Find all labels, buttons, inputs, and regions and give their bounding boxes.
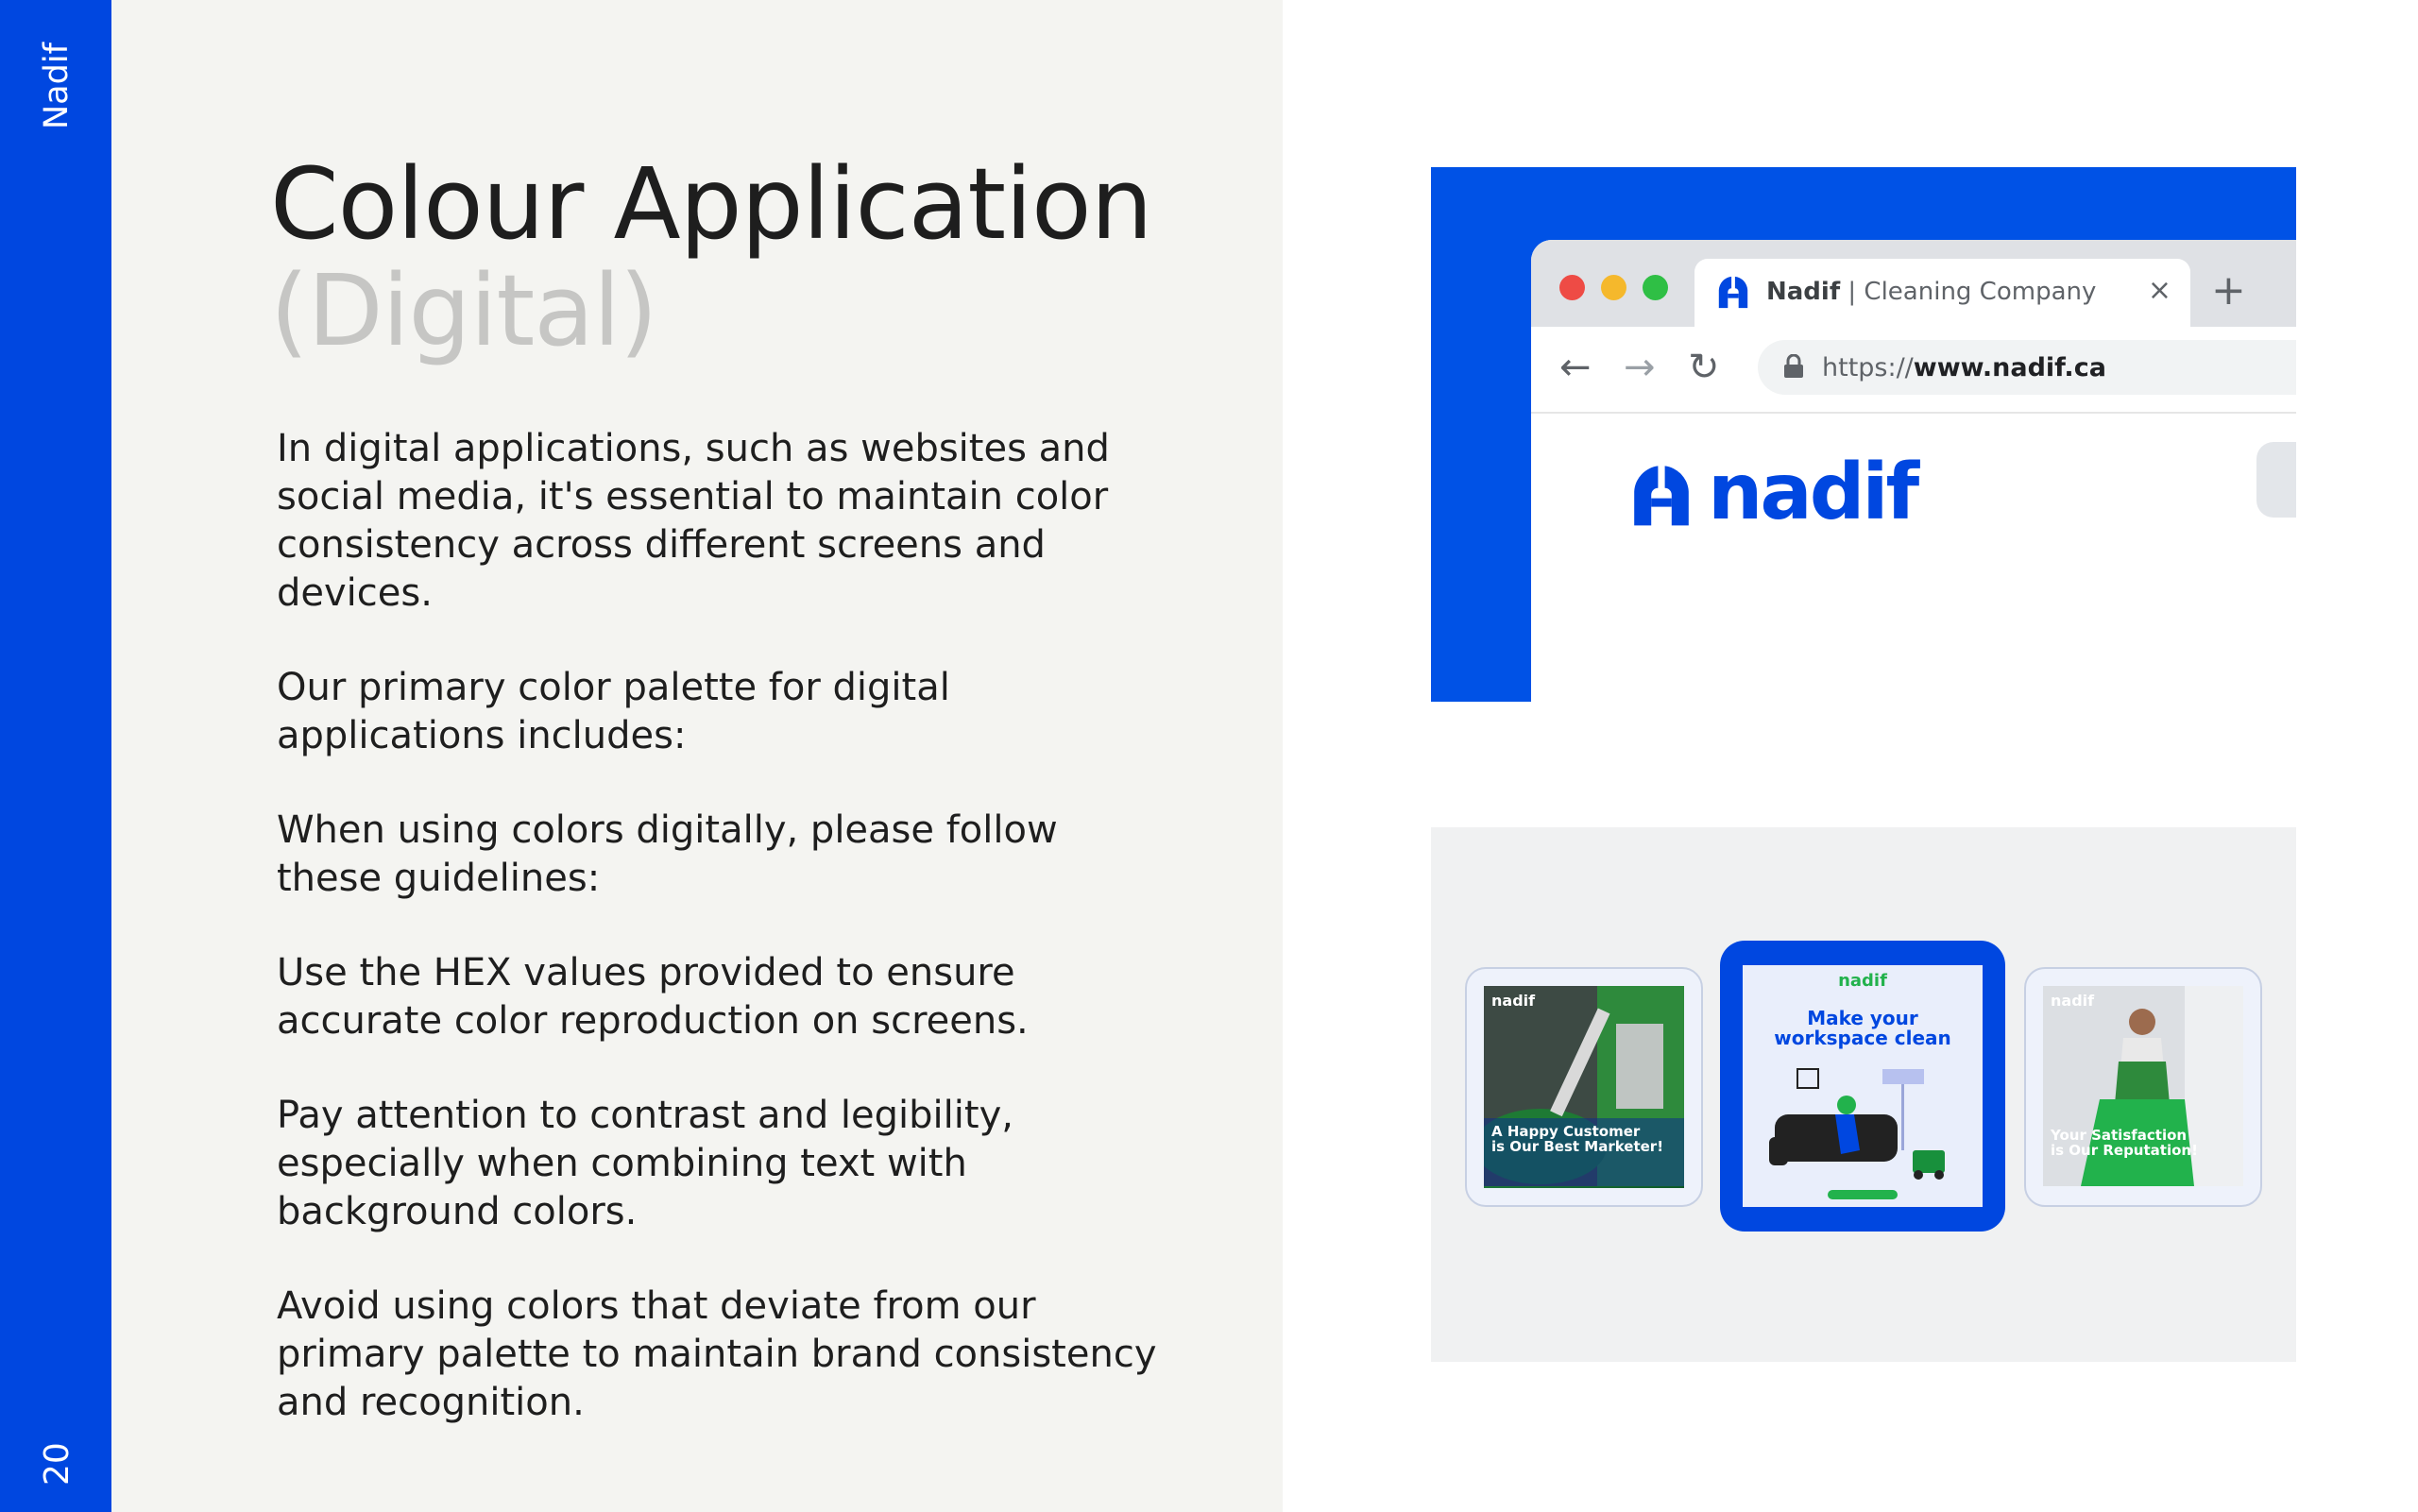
url-host: www.nadif.ca <box>1913 353 2106 382</box>
forward-arrow-icon[interactable]: → <box>1624 346 1656 389</box>
nadif-logo-icon <box>1715 274 1751 310</box>
site-logo-wordmark: nadif <box>1708 448 1917 537</box>
caption-line: is Our Best Marketer! <box>1491 1138 1664 1155</box>
post-photo <box>2043 986 2243 1188</box>
caption-line: is Our Reputation! <box>2051 1142 2198 1159</box>
minimize-window-dot[interactable] <box>1601 275 1626 300</box>
tab-title-brand: Nadif <box>1766 278 1841 306</box>
sidebar <box>0 0 111 1512</box>
close-tab-icon[interactable]: × <box>2147 274 2171 307</box>
tab-title-suffix: | Cleaning Company <box>1840 278 2097 306</box>
body-text <box>277 425 1174 1473</box>
browser-window <box>1531 240 2296 702</box>
post-caption <box>2051 1128 2198 1158</box>
headline-line: workspace clean <box>1774 1027 1951 1049</box>
sidebar-brand: Nadif <box>38 42 76 129</box>
paragraph: Our primary color palette for digital applications includes: <box>277 666 950 757</box>
close-window-dot[interactable] <box>1559 275 1585 300</box>
caption-line: Your Satisfaction <box>2051 1127 2188 1144</box>
paragraph: In digital applications, such as websites and social media, it's essential to maintain color consistency across different screens and devices. <box>277 427 1110 615</box>
page-title: Colour Application <box>270 146 1152 262</box>
browser-mockup <box>1431 167 2296 702</box>
navigation-bar <box>1531 327 2296 414</box>
social-post-center <box>1720 941 2005 1232</box>
social-post-left <box>1465 967 1703 1207</box>
social-media-panel <box>1431 827 2296 1362</box>
site-menu-button[interactable] <box>2256 442 2296 518</box>
post-headline <box>1743 1009 1983 1048</box>
address-bar[interactable] <box>1758 340 2296 395</box>
lock-icon <box>1782 354 1805 379</box>
site-logo[interactable] <box>1627 448 1949 537</box>
headline-line: Make your <box>1807 1007 1918 1029</box>
back-arrow-icon[interactable]: ← <box>1559 346 1592 389</box>
tab-title <box>1766 278 2096 306</box>
caption-line: A Happy Customer <box>1491 1123 1641 1140</box>
new-tab-icon[interactable]: + <box>2211 266 2246 314</box>
paragraph: Pay attention to contrast and legibility, especially when combining text with background colors. <box>277 1094 1013 1233</box>
nadif-logo-icon <box>1627 461 1695 529</box>
browser-tab[interactable] <box>1694 259 2190 327</box>
post-graphic <box>1743 965 1983 1207</box>
post-photo <box>1484 986 1684 1188</box>
paragraph: Use the HEX values provided to ensure accurate color reproduction on screens. <box>277 951 1029 1043</box>
vacuum-cleaning-image <box>1484 986 1684 1186</box>
url-scheme: https:// <box>1822 353 1914 382</box>
post-logo: nadif <box>1838 971 1887 991</box>
maximize-window-dot[interactable] <box>1643 275 1668 300</box>
tab-bar <box>1531 240 2296 327</box>
cleaning-illustration <box>1743 1056 1983 1207</box>
url-text <box>1822 353 2106 382</box>
reload-icon[interactable]: ↻ <box>1688 346 1720 389</box>
social-post-right <box>2024 967 2262 1207</box>
page-subtitle: (Digital) <box>270 253 657 368</box>
post-caption <box>1491 1124 1663 1154</box>
paragraph: Avoid using colors that deviate from our primary palette to maintain brand consistency and recognition. <box>277 1284 1157 1424</box>
page-number: 20 <box>38 1442 77 1486</box>
post-logo: nadif <box>1491 992 1536 1010</box>
post-logo: nadif <box>2051 992 2095 1010</box>
paragraph: When using colors digitally, please follow these guidelines: <box>277 808 1058 900</box>
